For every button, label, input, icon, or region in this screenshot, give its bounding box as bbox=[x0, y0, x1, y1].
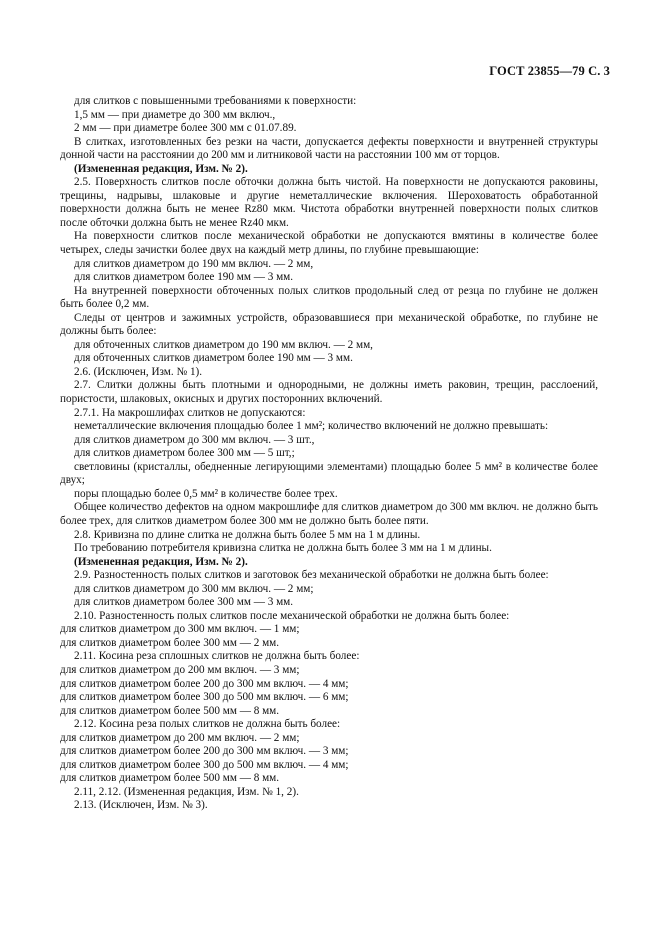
paragraph: 2.11, 2.12. (Измененная редакция, Изм. № 1, 2). bbox=[74, 785, 299, 798]
paragraph: для слитков с повышенными требованиями к поверхности: bbox=[74, 95, 357, 107]
paragraph: для слитков диаметром более 300 мм — 5 шт,; bbox=[74, 447, 295, 460]
paragraph: 1,5 мм — при диаметре до 300 мм включ., bbox=[74, 108, 276, 121]
document-body bbox=[60, 95, 598, 813]
paragraph: Следы от центров и зажимных устройств, образовавшиеся при механической обработке, по глубине не должны быть более: bbox=[60, 311, 598, 338]
paragraph: По требованию потребителя кривизна слитка не должна быть более 3 мм на 1 м длины. bbox=[74, 542, 492, 555]
paragraph-2-5: 2.5. Поверхность слитков после обточки должна быть чистой. На поверхности не допускаются раковины, трещины, надрывы, шлаковые и другие неметаллические включения. Шероховатость обработанной поверхности должна быть не менее Rz80 мкм. Чистота обработки внутренней поверхности полых слитков после обточки должна быть не менее Rz40 мкм. bbox=[60, 176, 598, 229]
paragraph: для слитков диаметром до 200 мм включ. — 3 мм; bbox=[60, 663, 300, 676]
paragraph: для слитков диаметром более 300 до 500 мм включ. — 4 мм; bbox=[60, 758, 349, 771]
paragraph: В слитках, изготовленных без резки на части, допускается дефекты поверхности и внутренней структуры донной части на расстоянии до 200 мм и литниковой части на расстоянии 100 мм от торцов. bbox=[60, 135, 598, 162]
paragraph: для слитков диаметром более 500 мм — 8 мм. bbox=[60, 704, 280, 717]
paragraph: для слитков диаметром до 200 мм включ. — 2 мм; bbox=[60, 731, 300, 744]
paragraph: для слитков диаметром более 200 до 300 мм включ. — 3 мм; bbox=[60, 745, 349, 758]
paragraph-2-13: 2.13. (Исключен, Изм. № 3). bbox=[74, 799, 208, 812]
paragraph: (Измененная редакция, Изм. № 2). bbox=[74, 555, 248, 568]
paragraph: для слитков диаметром до 300 мм включ. — 2 мм; bbox=[74, 582, 314, 595]
paragraph: для слитков диаметром более 190 мм — 3 мм. bbox=[74, 271, 294, 284]
paragraph-2-10: 2.10. Разностенность полых слитков после механической обработки не должна быть более: bbox=[74, 609, 510, 622]
paragraph-2-7-1: 2.7.1. На макрошлифах слитков не допускаются: bbox=[74, 406, 306, 419]
paragraph: (Измененная редакция, Изм. № 2). bbox=[74, 162, 248, 175]
paragraph-2-6: 2.6. (Исключен, Изм. № 1). bbox=[74, 365, 203, 378]
paragraph-2-7: 2.7. Слитки должны быть плотными и однородными, не должны иметь раковин, трещин, расслоений, пористости, шлаковых, окисных и других посторонних включений. bbox=[60, 379, 598, 406]
paragraph: для слитков диаметром до 300 мм включ. — 1 мм; bbox=[60, 623, 300, 636]
page-header: ГОСТ 23855—79 С. 3 bbox=[489, 64, 610, 78]
paragraph-2-9: 2.9. Разностенность полых слитков и заготовок без механической обработки не должна быть более: bbox=[74, 569, 549, 582]
paragraph: для слитков диаметром более 300 мм — 2 мм. bbox=[60, 636, 280, 649]
paragraph: поры площадью более 0,5 мм² в количестве более трех. bbox=[74, 487, 338, 500]
paragraph: для слитков диаметром до 300 мм включ. — 3 шт., bbox=[74, 433, 315, 446]
paragraph-2-12: 2.12. Косина реза полых слитков не должна быть более: bbox=[74, 718, 341, 731]
paragraph: 2 мм — при диаметре более 300 мм с 01.07.89. bbox=[74, 122, 297, 135]
paragraph: для слитков диаметром более 300 мм — 3 мм. bbox=[74, 596, 294, 609]
paragraph: Общее количество дефектов на одном макрошлифе для слитков диаметром до 300 мм включ. не должно быть более трех, для слитков диаметром более 300 мм не должно быть более пяти. bbox=[60, 501, 598, 527]
paragraph: светловины (кристаллы, обедненные легирующими элементами) площадью более 5 мм² в количестве более двух; bbox=[60, 460, 598, 487]
paragraph: для слитков диаметром более 200 до 300 мм включ. — 4 мм; bbox=[60, 677, 349, 690]
paragraph: На внутренней поверхности обточенных полых слитков продольный след от резца по глубине не должен быть более 0,2 мм. bbox=[60, 284, 598, 311]
paragraph-2-8: 2.8. Кривизна по длине слитка не должна быть более 5 мм на 1 м длины. bbox=[74, 528, 421, 541]
paragraph: для обточенных слитков диаметром более 190 мм — 3 мм. bbox=[74, 352, 353, 365]
paragraph-2-11: 2.11. Косина реза сплошных слитков не должна быть более: bbox=[74, 650, 360, 663]
paragraph: для слитков диаметром до 190 мм включ. — 2 мм, bbox=[74, 257, 314, 270]
paragraph: неметаллические включения площадью более 1 мм²; количество включений не должно превышать: bbox=[74, 420, 549, 433]
paragraph: На поверхности слитков после механической обработки не допускаются вмятины в количестве более четырех, следы зачистки более двух на каждый метр длины, по глубине превышающие: bbox=[60, 230, 598, 257]
paragraph: для обточенных слитков диаметром до 190 мм включ. — 2 мм, bbox=[74, 338, 373, 351]
paragraph: для слитков диаметром более 500 мм — 8 мм. bbox=[60, 772, 280, 785]
paragraph: для слитков диаметром более 300 до 500 мм включ. — 6 мм; bbox=[60, 691, 349, 704]
